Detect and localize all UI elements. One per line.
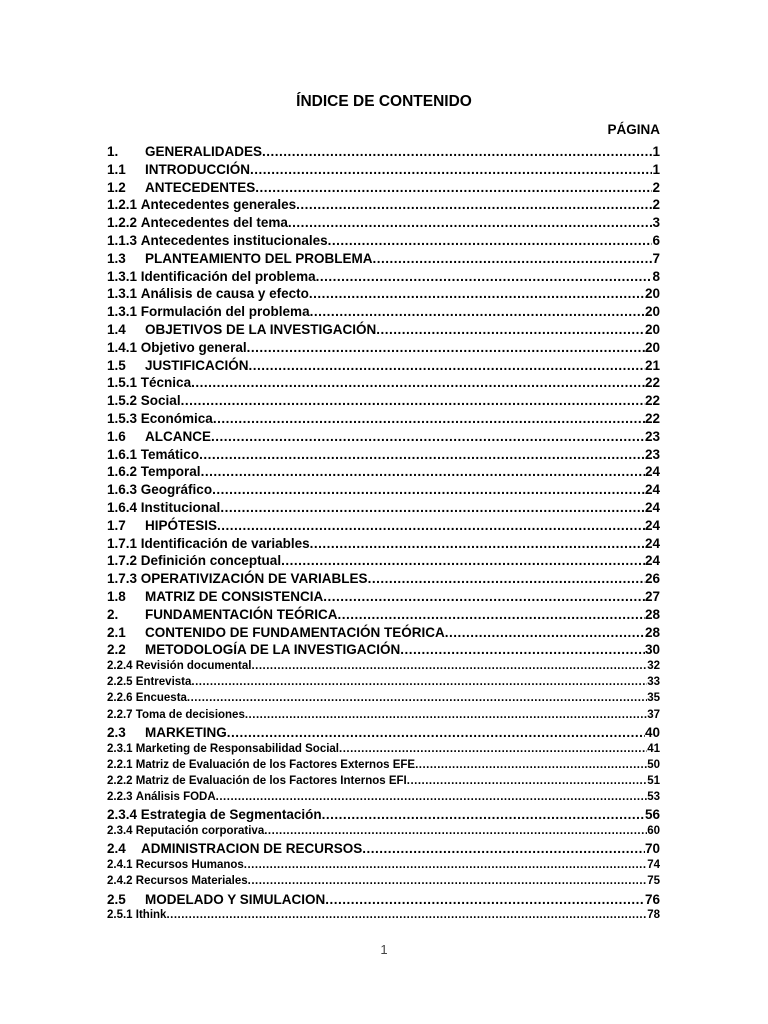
toc-entry-page: 75: [647, 875, 660, 888]
toc-entry-page: 40: [644, 724, 660, 740]
toc-leader-dots: [181, 393, 645, 408]
toc-entry-page: 24: [644, 553, 660, 569]
toc-entry-label: Identificación de variables: [140, 535, 310, 551]
toc-entry-page: 24: [644, 482, 660, 498]
toc-entry: [107, 607, 660, 625]
toc-entry-label: MARKETING: [145, 724, 227, 740]
toc-entry: [107, 322, 660, 340]
toc-entry-number: 1.7: [107, 517, 126, 533]
toc-entry-page: 24: [644, 464, 660, 480]
toc-entry: [107, 553, 660, 571]
toc-entry: [107, 375, 660, 393]
toc-entry-number: 1.5: [107, 357, 126, 373]
toc-leader-dots: [445, 625, 645, 640]
toc-entry-number: 1.4.1: [107, 339, 138, 355]
toc-entry: [107, 500, 660, 518]
toc-leader-dots: [362, 841, 645, 856]
toc-entry: [107, 411, 660, 429]
toc-entry: [107, 393, 660, 411]
toc-entry-number: 2.2.7: [107, 708, 133, 721]
toc-entry-page: 21: [644, 357, 660, 373]
toc-entry-page: 27: [644, 588, 660, 604]
toc-entry-label: PLANTEAMIENTO DEL PROBLEMA: [145, 250, 373, 266]
toc-entry-page: 51: [647, 775, 660, 788]
toc-entry-label: Toma de decisiones: [135, 708, 245, 721]
toc-entry: [107, 233, 660, 251]
toc-leader-dots: [264, 825, 647, 837]
toc-entry-number: 2.3.4: [107, 807, 138, 823]
toc-leader-dots: [296, 197, 652, 212]
toc-entry-number: 1.5.3: [107, 410, 138, 426]
toc-entry: [107, 725, 660, 743]
toc-entry-label: Matriz de Evaluación de los Factores Externos EFE: [135, 758, 416, 771]
toc-leader-dots: [339, 743, 647, 755]
toc-entry-label: Antecedentes institucionales: [140, 232, 328, 248]
toc-entry-label: ANTECEDENTES: [145, 179, 256, 195]
toc-entry: [107, 841, 660, 859]
toc-entry-number: 1.1: [107, 161, 126, 177]
toc-leader-dots: [376, 322, 645, 337]
toc-entry-number: 2.2.6: [107, 692, 133, 705]
toc-entry-label: ADMINISTRACION DE RECURSOS: [141, 841, 363, 857]
toc-entry-page: 26: [644, 571, 660, 587]
toc-entry-page: 1: [652, 144, 660, 159]
toc-leader-dots: [248, 875, 648, 887]
toc-entry-page: 1: [652, 161, 660, 177]
table-of-contents: [107, 144, 660, 926]
toc-entry-label: MODELADO Y SIMULACION: [145, 891, 326, 907]
toc-entry: [107, 482, 660, 500]
toc-entry-label: Económica: [140, 410, 213, 426]
toc-entry: [107, 692, 660, 708]
toc-entry-number: 2.2.5: [107, 676, 133, 689]
toc-entry-page: 22: [644, 410, 660, 426]
toc-entry-number: 2.2.1: [107, 758, 133, 771]
toc-entry-page: 76: [644, 891, 660, 907]
toc-entry-page: 7: [652, 250, 660, 266]
page-title: ÍNDICE DE CONTENIDO: [296, 93, 472, 110]
toc-leader-dots: [213, 411, 645, 426]
toc-entry-label: JUSTIFICACIÓN: [145, 357, 249, 373]
toc-entry-page: 41: [647, 742, 660, 755]
toc-entry-label: Antecedentes del tema: [140, 215, 288, 231]
toc-entry-number: 1.3.1: [107, 304, 138, 320]
toc-entry-label: Revisión documental: [135, 660, 252, 673]
toc-leader-dots: [216, 791, 648, 803]
toc-entry-page: 2: [652, 179, 660, 195]
toc-leader-dots: [199, 447, 645, 462]
toc-entry-label: Identificación del problema: [140, 268, 316, 284]
toc-entry: [107, 625, 660, 643]
toc-entry-number: 2.2.2: [107, 775, 133, 788]
toc-entry: [107, 429, 660, 447]
toc-entry-page: 78: [647, 909, 660, 922]
toc-leader-dots: [338, 607, 645, 622]
toc-entry-number: 1.3.1: [107, 268, 138, 284]
toc-entry-label: Análisis de causa y efecto: [140, 286, 309, 302]
toc-entry: [107, 807, 660, 825]
toc-entry-label: MATRIZ DE CONSISTENCIA: [145, 588, 324, 604]
toc-entry-number: 1.6.1: [107, 446, 138, 462]
toc-entry: [107, 660, 660, 676]
toc-entry: [107, 676, 660, 692]
toc-entry-page: 24: [644, 517, 660, 533]
toc-entry-label: ALCANCE: [145, 428, 211, 444]
toc-entry: [107, 447, 660, 465]
toc-entry-label: Recursos Humanos: [135, 859, 244, 872]
toc-entry-number: 1.5.1: [107, 375, 138, 391]
toc-leader-dots: [201, 464, 645, 479]
toc-entry: [107, 642, 660, 660]
toc-leader-dots: [325, 892, 645, 907]
toc-entry: [107, 162, 660, 180]
toc-entry-number: 2.4.1: [107, 859, 133, 872]
toc-entry-number: 2.4: [107, 841, 126, 857]
toc-entry: [107, 571, 660, 589]
toc-entry-number: 2.3.1: [107, 742, 133, 755]
toc-entry-label: INTRODUCCIÓN: [145, 161, 250, 177]
toc-entry-number: 2.3: [107, 724, 126, 740]
toc-entry-label: Marketing de Responsabilidad Social: [135, 742, 339, 755]
toc-entry-label: Entrevista: [135, 676, 192, 689]
toc-entry-number: 2.2.3: [107, 791, 133, 804]
toc-entry-number: 2.2.4: [107, 660, 133, 673]
toc-entry-page: 22: [644, 375, 660, 391]
toc-entry-label: HIPÓTESIS: [145, 517, 218, 533]
toc-entry-page: 23: [644, 428, 660, 444]
toc-entry-number: 1.6: [107, 428, 126, 444]
toc-entry: [107, 743, 660, 759]
toc-entry-page: 6: [652, 232, 660, 248]
toc-leader-dots: [400, 642, 645, 657]
toc-entry: [107, 304, 660, 322]
toc-entry-page: 28: [644, 606, 660, 622]
toc-entry: [107, 536, 660, 554]
page-column-header: PÁGINA: [607, 122, 660, 137]
toc-entry-number: 2.: [107, 606, 119, 622]
toc-entry: [107, 909, 660, 925]
toc-entry-number: 1.7.2: [107, 553, 138, 569]
toc-entry-label: Antecedentes generales: [140, 197, 297, 213]
toc-entry-page: 8: [652, 268, 660, 284]
toc-entry-label: Análisis FODA: [135, 791, 216, 804]
toc-entry: [107, 464, 660, 482]
toc-entry-number: 1.: [107, 144, 119, 159]
toc-entry-page: 35: [647, 692, 660, 705]
toc-entry-label: Encuesta: [135, 692, 187, 705]
toc-entry: [107, 286, 660, 304]
toc-entry-page: 60: [647, 825, 660, 838]
toc-entry: [107, 251, 660, 269]
toc-leader-dots: [250, 162, 652, 177]
toc-entry: [107, 180, 660, 198]
toc-entry-number: 1.8: [107, 588, 126, 604]
toc-leader-dots: [322, 807, 645, 822]
toc-entry-page: 70: [644, 841, 660, 857]
toc-leader-dots: [249, 358, 645, 373]
toc-entry-page: 37: [647, 708, 660, 721]
toc-entry-label: Matriz de Evaluación de los Factores Internos EFI: [135, 775, 407, 788]
toc-leader-dots: [191, 676, 647, 688]
toc-entry-number: 2.5.1: [107, 909, 133, 922]
toc-entry: [107, 589, 660, 607]
toc-entry-page: 24: [644, 535, 660, 551]
toc-entry-page: 74: [647, 859, 660, 872]
toc-entry-number: 2.3.4: [107, 825, 133, 838]
toc-leader-dots: [368, 571, 645, 586]
toc-entry: [107, 825, 660, 841]
toc-leader-dots: [309, 286, 645, 301]
toc-leader-dots: [328, 233, 653, 248]
toc-entry: [107, 859, 660, 875]
toc-entry-page: 50: [647, 758, 660, 771]
toc-entry-page: 33: [647, 676, 660, 689]
toc-entry-page: 32: [647, 660, 660, 673]
toc-leader-dots: [217, 518, 645, 533]
toc-entry-label: Definición conceptual: [140, 553, 282, 569]
toc-entry-page: 24: [644, 499, 660, 515]
toc-entry-number: 1.2: [107, 179, 126, 195]
toc-entry-page: 20: [644, 286, 660, 302]
toc-entry-page: 2: [652, 197, 660, 213]
toc-leader-dots: [407, 775, 647, 787]
toc-entry-number: 1.2.1: [107, 197, 138, 213]
toc-entry: [107, 759, 660, 775]
toc-entry-label: Técnica: [140, 375, 192, 391]
toc-entry-label: Temporal: [140, 464, 201, 480]
toc-entry-label: Social: [140, 393, 181, 409]
toc-entry-label: Reputación corporativa: [135, 825, 265, 838]
toc-entry-page: 53: [647, 791, 660, 804]
toc-entry-label: Formulación del problema: [140, 304, 310, 320]
toc-entry: [107, 215, 660, 233]
toc-entry-label: Objetivo general: [140, 339, 247, 355]
toc-leader-dots: [244, 859, 647, 871]
toc-entry-label: OPERATIVIZACIÓN DE VARIABLES: [140, 571, 368, 587]
toc-leader-dots: [281, 553, 645, 568]
toc-leader-dots: [191, 375, 645, 390]
toc-entry: [107, 358, 660, 376]
toc-entry-label: Geográfico: [140, 482, 213, 498]
toc-leader-dots: [255, 180, 652, 195]
toc-entry-label: FUNDAMENTACIÓN TEÓRICA: [145, 606, 338, 622]
toc-entry-number: 2.5: [107, 891, 126, 907]
toc-entry-number: 1.7.3: [107, 571, 138, 587]
toc-entry-label: Estrategia de Segmentación: [140, 807, 322, 823]
toc-entry-label: Temático: [140, 446, 200, 462]
toc-entry: [107, 340, 660, 358]
toc-leader-dots: [415, 759, 647, 771]
toc-entry-label: METODOLOGÍA DE LA INVESTIGACIÓN: [145, 642, 401, 658]
toc-entry-page: 20: [644, 321, 660, 337]
page-number: 1: [380, 942, 388, 957]
toc-entry: [107, 269, 660, 287]
toc-entry: [107, 709, 660, 725]
toc-leader-dots: [288, 215, 653, 230]
toc-entry-label: OBJETIVOS DE LA INVESTIGACIÓN: [145, 321, 377, 337]
toc-entry: [107, 791, 660, 807]
toc-leader-dots: [220, 500, 645, 515]
toc-entry-number: 2.4.2: [107, 875, 133, 888]
toc-leader-dots: [166, 909, 647, 921]
toc-leader-dots: [211, 429, 645, 444]
toc-entry-page: 30: [644, 642, 660, 658]
toc-entry-page: 20: [644, 304, 660, 320]
toc-entry-page: 28: [644, 624, 660, 640]
toc-entry-number: 1.6.2: [107, 464, 138, 480]
toc-entry-number: 2.2: [107, 642, 126, 658]
toc-entry: [107, 518, 660, 536]
toc-leader-dots: [310, 536, 645, 551]
toc-leader-dots: [187, 692, 647, 704]
toc-entry-number: 1.3.1: [107, 286, 138, 302]
toc-entry-number: 1.6.3: [107, 482, 138, 498]
toc-entry: [107, 775, 660, 791]
toc-entry-number: 1.5.2: [107, 393, 138, 409]
toc-leader-dots: [310, 304, 645, 319]
toc-entry-page: 22: [644, 393, 660, 409]
toc-entry-label: CONTENIDO DE FUNDAMENTACIÓN TEÓRICA: [145, 624, 445, 640]
toc-leader-dots: [227, 725, 645, 740]
toc-leader-dots: [212, 482, 645, 497]
toc-leader-dots: [373, 251, 653, 266]
toc-leader-dots: [316, 269, 653, 284]
toc-entry-page: 20: [644, 339, 660, 355]
toc-entry-label: GENERALIDADES: [145, 144, 263, 159]
toc-leader-dots: [262, 144, 652, 159]
toc-entry: [107, 892, 660, 910]
toc-entry-label: Recursos Materiales: [135, 875, 248, 888]
toc-entry: [107, 144, 660, 162]
toc-leader-dots: [323, 589, 645, 604]
toc-entry: [107, 197, 660, 215]
toc-entry-number: 1.3: [107, 250, 126, 266]
toc-entry-label: Ithink: [135, 909, 167, 922]
toc-leader-dots: [247, 340, 645, 355]
toc-entry-number: 1.6.4: [107, 499, 138, 515]
toc-entry-number: 2.1: [107, 624, 126, 640]
toc-entry-page: 56: [644, 807, 660, 823]
toc-entry-label: Institucional: [140, 499, 221, 515]
toc-entry-number: 1.4: [107, 321, 126, 337]
toc-entry-page: 23: [644, 446, 660, 462]
toc-leader-dots: [251, 660, 647, 672]
toc-leader-dots: [245, 709, 647, 721]
toc-entry-number: 1.1.3: [107, 232, 138, 248]
toc-entry-page: 3: [652, 215, 660, 231]
toc-entry-number: 1.7.1: [107, 535, 138, 551]
toc-entry: [107, 875, 660, 891]
toc-entry-number: 1.2.2: [107, 215, 138, 231]
